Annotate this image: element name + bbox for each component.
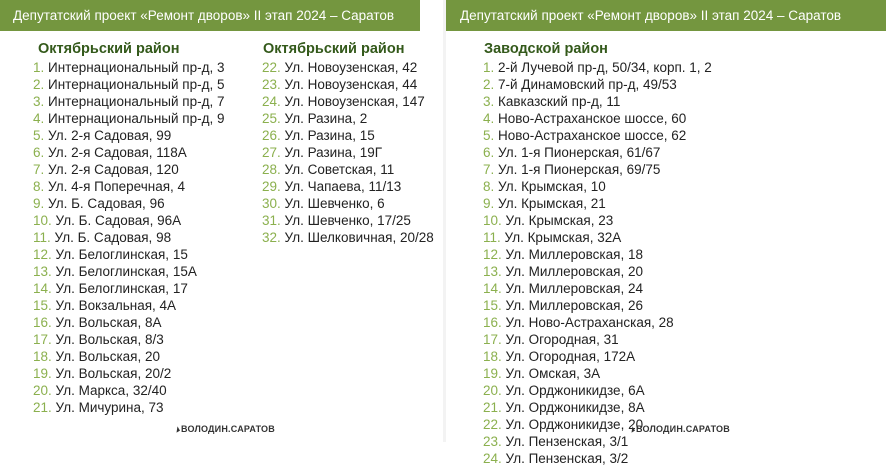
list-item [483, 280, 712, 297]
item-number: 11. [33, 230, 51, 245]
item-number: 26. [262, 128, 281, 143]
item-address: Ул. Вольская, 20 [51, 349, 160, 364]
list-item [483, 212, 712, 229]
list-item [33, 144, 225, 161]
list-item [483, 365, 712, 382]
list-item [33, 331, 225, 348]
item-address: Ул. Пензенская, 3/2 [501, 451, 629, 466]
item-number: 29. [262, 179, 281, 194]
item-number: 23. [262, 77, 281, 92]
list-item [483, 195, 712, 212]
footer-text: ВОЛОДИН.САРАТОВ [636, 424, 730, 434]
list-item [33, 314, 225, 331]
item-address: Ул. Б. Садовая, 98 [50, 230, 172, 245]
footer-text: ВОЛОДИН.САРАТОВ [181, 424, 275, 434]
list-item [262, 144, 434, 161]
item-number: 22. [483, 417, 502, 432]
item-number: 5. [33, 128, 45, 143]
item-address: Ул. 2-я Садовая, 120 [44, 162, 179, 177]
list-item [483, 263, 712, 280]
item-address: Интернациональный пр-д, 3 [44, 60, 225, 75]
list-item [33, 263, 225, 280]
item-number: 23. [483, 434, 502, 449]
item-address: Ул. 1-я Пионерская, 69/75 [494, 162, 661, 177]
item-address: Ул. Вольская, 8/3 [51, 332, 164, 347]
item-number: 27. [262, 145, 281, 160]
list-item [33, 229, 225, 246]
item-number: 18. [33, 349, 52, 364]
list-item [483, 110, 712, 127]
item-number: 17. [483, 332, 502, 347]
list-item [262, 178, 434, 195]
item-address: Ул. Крымская, 32А [500, 230, 622, 245]
list-item [33, 127, 225, 144]
item-number: 1. [483, 60, 495, 75]
item-number: 21. [483, 400, 502, 415]
item-number: 8. [33, 179, 45, 194]
item-address: Ул. Вольская, 8А [51, 315, 162, 330]
item-number: 22. [262, 60, 281, 75]
item-number: 5. [483, 128, 495, 143]
item-address: Ул. Миллеровская, 20 [501, 264, 643, 279]
address-list [483, 59, 712, 467]
item-number: 12. [33, 247, 52, 262]
item-number: 13. [483, 264, 502, 279]
item-address: Ул. Разина, 2 [280, 111, 368, 126]
item-address: Ул. Орджоникидзе, 20 [501, 417, 644, 432]
list-item [33, 110, 225, 127]
item-number: 8. [483, 179, 495, 194]
item-number: 7. [33, 162, 45, 177]
item-number: 1. [33, 60, 45, 75]
item-number: 17. [33, 332, 52, 347]
item-address: Интернациональный пр-д, 5 [44, 77, 225, 92]
district-heading: Заводской район [484, 41, 608, 57]
district-heading: Октябрьский район [263, 41, 405, 57]
list-item [33, 161, 225, 178]
item-number: 31. [262, 213, 281, 228]
item-address: Ново-Астраханское шоссе, 62 [494, 128, 687, 143]
item-number: 14. [33, 281, 52, 296]
left-footer-watermark [175, 424, 275, 434]
item-address: 7-й Динамовский пр-д, 49/53 [494, 77, 677, 92]
list-item [262, 212, 434, 229]
item-address: Ул. Новоузенская, 147 [280, 94, 425, 109]
item-address: Ул. Разина, 15 [280, 128, 375, 143]
item-number: 7. [483, 162, 495, 177]
right-footer-watermark [630, 424, 730, 434]
item-number: 11. [483, 230, 501, 245]
item-address: Ул. Шевченко, 17/25 [280, 213, 411, 228]
address-list [33, 59, 225, 416]
address-list [262, 59, 434, 246]
item-number: 4. [33, 111, 45, 126]
list-item [483, 76, 712, 93]
list-item [262, 195, 434, 212]
item-number: 16. [483, 315, 502, 330]
list-item [483, 399, 712, 416]
item-address: Интернациональный пр-д, 7 [44, 94, 225, 109]
oktyabrsky-column-2 [262, 39, 434, 246]
list-item [33, 246, 225, 263]
list-item [483, 348, 712, 365]
list-item [33, 76, 225, 93]
item-address: Ул. Б. Садовая, 96 [44, 196, 165, 211]
item-address: Ул. 1-я Пионерская, 61/67 [494, 145, 661, 160]
list-item [483, 297, 712, 314]
item-address: Кавказский пр-д, 11 [494, 94, 621, 109]
right-panel-header: Депутатский проект «Ремонт дворов» II этап 2024 – Саратов [446, 0, 886, 31]
list-item [262, 110, 434, 127]
list-item [33, 365, 225, 382]
item-number: 9. [483, 196, 495, 211]
item-address: Ул. Орджоникидзе, 6А [501, 383, 645, 398]
left-panel-header: Депутатский проект «Ремонт дворов» II этап 2024 – Саратов [0, 0, 420, 31]
item-address: 2-й Лучевой пр-д, 50/34, корп. 1, 2 [494, 60, 712, 75]
item-address: Ул. Миллеровская, 18 [501, 247, 643, 262]
item-number: 18. [483, 349, 502, 364]
item-address: Ул. Советская, 11 [280, 162, 395, 177]
oktyabrsky-column-1 [33, 39, 225, 416]
item-number: 14. [483, 281, 502, 296]
list-item [33, 280, 225, 297]
item-address: Ул. Миллеровская, 24 [501, 281, 643, 296]
list-item [33, 297, 225, 314]
item-number: 16. [33, 315, 52, 330]
list-item [483, 229, 712, 246]
item-address: Ул. Пензенская, 3/1 [501, 434, 629, 449]
item-number: 25. [262, 111, 281, 126]
item-number: 19. [33, 366, 52, 381]
item-number: 28. [262, 162, 281, 177]
list-item [483, 246, 712, 263]
item-number: 24. [262, 94, 281, 109]
item-address: Ул. Новоузенская, 42 [280, 60, 418, 75]
arrow-icon [629, 426, 635, 432]
list-item [262, 93, 434, 110]
list-item [262, 229, 434, 246]
zavodskoy-column [483, 39, 712, 467]
item-number: 10. [483, 213, 502, 228]
item-number: 6. [483, 145, 495, 160]
item-address: Ул. Крымская, 23 [501, 213, 614, 228]
item-number: 2. [483, 77, 495, 92]
item-address: Ул. Чапаева, 11/13 [280, 179, 402, 194]
item-address: Ул. Миллеровская, 26 [501, 298, 643, 313]
list-item [33, 178, 225, 195]
list-item [262, 127, 434, 144]
item-address: Ул. Шелковичная, 20/28 [280, 230, 434, 245]
item-address: Ул. Омская, 3А [501, 366, 601, 381]
item-number: 15. [483, 298, 502, 313]
list-item [33, 382, 225, 399]
item-number: 30. [262, 196, 281, 211]
item-number: 10. [33, 213, 52, 228]
item-address: Ул. Б. Садовая, 96А [51, 213, 182, 228]
item-number: 2. [33, 77, 45, 92]
item-number: 20. [33, 383, 52, 398]
item-address: Ул. 2-я Садовая, 118А [44, 145, 187, 160]
item-address: Ул. Шевченко, 6 [280, 196, 385, 211]
item-number: 21. [33, 400, 52, 415]
item-address: Ул. Ново-Астраханская, 28 [501, 315, 674, 330]
item-number: 19. [483, 366, 502, 381]
item-address: Ул. 2-я Садовая, 99 [44, 128, 172, 143]
list-item [262, 76, 434, 93]
item-address: Ул. Новоузенская, 44 [280, 77, 418, 92]
list-item [483, 331, 712, 348]
list-item [483, 93, 712, 110]
item-address: Ул. Белоглинская, 15А [51, 264, 197, 279]
list-item [262, 59, 434, 76]
item-address: Ул. Мичурина, 73 [51, 400, 164, 415]
list-item [33, 348, 225, 365]
item-number: 15. [33, 298, 52, 313]
item-number: 4. [483, 111, 495, 126]
list-item [483, 127, 712, 144]
item-address: Ул. Вольская, 20/2 [51, 366, 172, 381]
item-address: Ул. Белоглинская, 15 [51, 247, 188, 262]
list-item [483, 450, 712, 467]
arrow-icon [174, 426, 180, 432]
list-item [483, 144, 712, 161]
item-number: 3. [33, 94, 45, 109]
item-address: Ново-Астраханское шоссе, 60 [494, 111, 687, 126]
list-item [483, 382, 712, 399]
item-number: 12. [483, 247, 502, 262]
item-number: 32. [262, 230, 281, 245]
list-item [483, 59, 712, 76]
item-number: 13. [33, 264, 52, 279]
list-item [483, 161, 712, 178]
item-address: Ул. Огородная, 31 [501, 332, 619, 347]
item-address: Ул. Вокзальная, 4А [51, 298, 177, 313]
list-item [33, 399, 225, 416]
list-item [262, 161, 434, 178]
item-number: 6. [33, 145, 45, 160]
item-address: Интернациональный пр-д, 9 [44, 111, 225, 126]
item-number: 3. [483, 94, 495, 109]
list-item [483, 178, 712, 195]
item-address: Ул. Крымская, 10 [494, 179, 606, 194]
list-item [33, 59, 225, 76]
list-item [33, 93, 225, 110]
item-number: 9. [33, 196, 45, 211]
item-address: Ул. Маркса, 32/40 [51, 383, 167, 398]
item-address: Ул. Разина, 19Г [280, 145, 383, 160]
item-address: Ул. Белоглинская, 17 [51, 281, 188, 296]
list-item [33, 212, 225, 229]
district-heading: Октябрьский район [38, 41, 180, 57]
item-number: 20. [483, 383, 502, 398]
item-address: Ул. Огородная, 172А [501, 349, 636, 364]
item-number: 24. [483, 451, 502, 466]
item-address: Ул. Крымская, 21 [494, 196, 606, 211]
list-item [33, 195, 225, 212]
item-address: Ул. Орджоникидзе, 8А [501, 400, 645, 415]
list-item [483, 314, 712, 331]
item-address: Ул. 4-я Поперечная, 4 [44, 179, 186, 194]
